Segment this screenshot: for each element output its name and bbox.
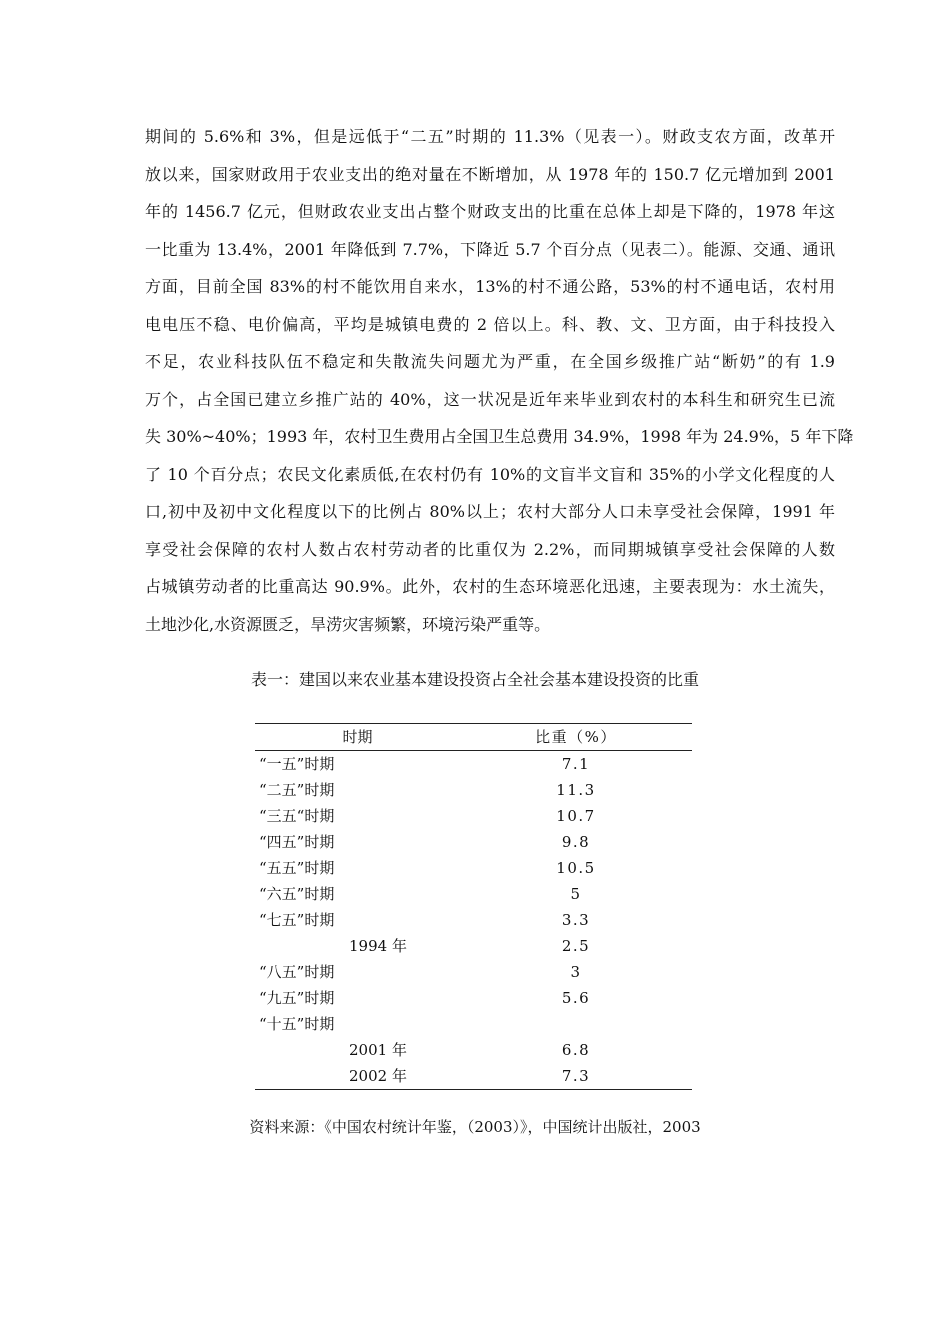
table-row — [255, 907, 692, 933]
share-cell: 3.3 — [561, 911, 591, 929]
period-cell: “二五”时期 — [259, 781, 335, 799]
period-cell: “四五”时期 — [259, 833, 335, 851]
table-caption: 表一：建国以来农业基本建设投资占全社会基本建设投资的比重 — [250, 670, 699, 689]
body-line: 不足，农业科技队伍不稳定和失散流失问题尤为严重，在全国乡级推广站“断奶”的有 1.9 — [145, 352, 835, 371]
period-cell: “八五”时期 — [259, 963, 335, 981]
year-cell: 1994 年 — [349, 937, 407, 955]
table-header — [255, 724, 692, 751]
period-cell: “三五“时期 — [259, 807, 335, 825]
body-line: 口,初中及初中文化程度以下的比例占 80%以上；农村大部分人口未享受社会保障，1991 年 — [145, 502, 835, 521]
table-row — [255, 751, 692, 777]
table-row — [255, 959, 692, 985]
table-row — [255, 881, 692, 907]
body-line: 享受社会保障的农村人数占农村劳动者的比重仅为 2.2%，而同期城镇享受社会保障的人数 — [145, 539, 835, 559]
share-cell: 10.5 — [556, 859, 596, 877]
share-cell: 7.3 — [561, 1067, 591, 1085]
share-cell: 5 — [570, 885, 582, 903]
body-line: 期间的 5.6%和 3%，但是远低于“二五”时期的 11.3%（见表一）。财政支农方面，改革开 — [145, 127, 835, 146]
table-row — [255, 933, 692, 959]
body-line: 万个，占全国已建立乡推广站的 40%，这一状况是近年来毕业到农村的本科生和研究生已流 — [145, 389, 835, 409]
body-line: 土地沙化,水资源匮乏，旱涝灾害频繁，环境污染严重等。 — [145, 614, 551, 634]
share-cell: 7.1 — [561, 755, 591, 773]
column-header-period: 时期 — [342, 728, 373, 746]
period-cell: “一五”时期 — [259, 755, 335, 773]
period-cell: “六五”时期 — [259, 885, 335, 903]
table-row — [255, 1011, 692, 1037]
body-paragraph — [145, 124, 854, 649]
body-line: 占城镇劳动者的比重高达 90.9%。此外，农村的生态环境恶化迅速，主要表现为：水土流失， — [145, 577, 835, 596]
share-cell: 3 — [570, 963, 582, 981]
body-line: 电电压不稳、电价偏高，平均是城镇电费的 2 倍以上。科、教、文、卫方面，由于科技投入 — [145, 314, 835, 334]
table-row — [255, 1063, 692, 1089]
table-source-note: 资料来源：《中国农村统计年鉴，（2003）》，中国统计出版社，2003 — [249, 1118, 701, 1136]
table-row — [255, 985, 692, 1011]
share-cell — [460, 1011, 692, 1037]
share-cell: 11.3 — [556, 781, 596, 799]
body-line: 一比重为 13.4%，2001 年降低到 7.7%，下降近 5.7 个百分点（见表二）。能源、交通、通讯 — [145, 239, 835, 259]
column-header-share: 比重（%） — [535, 728, 617, 746]
data-table — [255, 723, 692, 1090]
year-cell: 2002 年 — [349, 1067, 407, 1085]
table-row — [255, 1037, 692, 1063]
body-line: 失 30%~40%；1993 年，农村卫生费用占全国卫生总费用 34.9%，1998 年为 24.9%，5 年下降 — [145, 427, 854, 446]
share-cell: 10.7 — [556, 807, 596, 825]
table-row — [255, 829, 692, 855]
body-line: 方面，目前全国 83%的村不能饮用自来水，13%的村不通公路，53%的村不通电话，农村用 — [145, 277, 835, 296]
body-line: 年的 1456.7 亿元，但财政农业支出占整个财政支出的比重在总体上却是下降的，1978 年这 — [145, 202, 835, 221]
body-line: 了 10 个百分点；农民文化素质低,在农村仍有 10%的文盲半文盲和 35%的小学文化程度的人 — [145, 464, 835, 484]
share-cell: 6.8 — [561, 1041, 591, 1059]
table-row — [255, 803, 692, 829]
share-cell: 5.6 — [561, 989, 591, 1007]
period-cell: “九五”时期 — [259, 989, 335, 1007]
table-row — [255, 855, 692, 881]
share-cell: 9.8 — [561, 833, 591, 851]
period-cell: “七五”时期 — [259, 911, 335, 929]
year-cell: 2001 年 — [349, 1041, 407, 1059]
table-row — [255, 777, 692, 803]
share-cell: 2.5 — [561, 937, 591, 955]
period-cell: “五五”时期 — [259, 859, 335, 877]
period-cell: “十五”时期 — [259, 1015, 335, 1033]
body-line: 放以来，国家财政用于农业支出的绝对量在不断增加，从 1978 年的 150.7 亿元增加到 2001 — [145, 164, 835, 184]
